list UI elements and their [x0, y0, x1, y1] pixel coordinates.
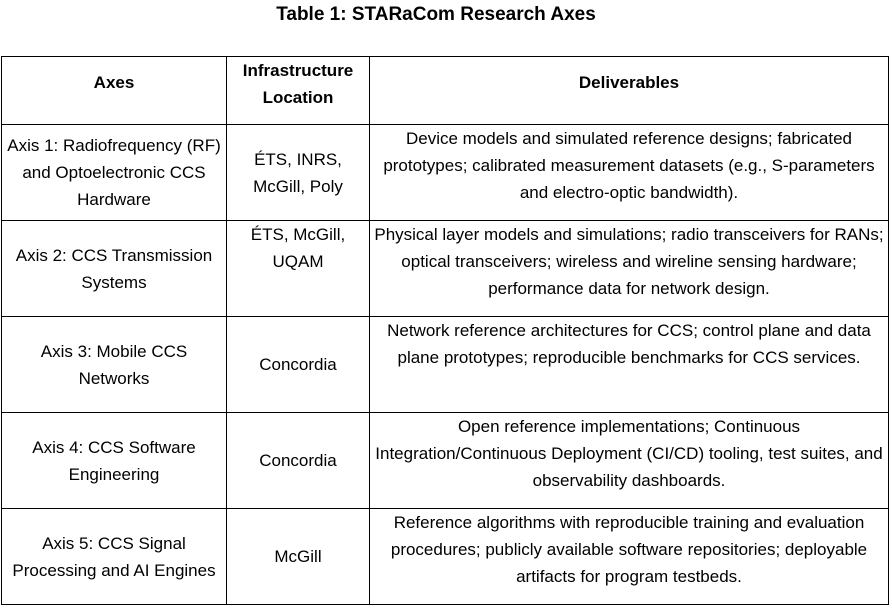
table-row: [2, 221, 889, 317]
table-row: [2, 413, 889, 509]
location-cell: ÉTS, INRS, McGill, Poly: [227, 125, 370, 221]
axis-cell: Axis 3: Mobile CCS Networks: [2, 317, 227, 413]
axis-cell: Axis 1: Radiofrequency (RF) and Optoelectronic CCS Hardware: [2, 125, 227, 221]
column-header-deliverables: [370, 57, 889, 125]
column-header-axes-label: Axes: [93, 73, 135, 92]
table-header: [2, 57, 889, 125]
header-row: [2, 57, 889, 125]
location-cell: McGill: [227, 509, 370, 605]
table-row: [2, 125, 889, 221]
deliverables-cell: Open reference implementations; Continuous Integration/Continuous Deployment (CI/CD) tooling, test suites, and observability dashboards.: [370, 413, 889, 509]
axis-cell: Axis 2: CCS Transmission Systems: [2, 221, 227, 317]
column-header-infrastructure-location-label: Infrastructure Location: [242, 61, 354, 107]
deliverables-cell: Device models and simulated reference designs; fabricated prototypes; calibrated measurement datasets (e.g., S-parameters and electro-optic bandwidth).: [370, 125, 889, 221]
axis-cell: Axis 5: CCS Signal Processing and AI Engines: [2, 509, 227, 605]
location-cell: ÉTS, McGill, UQAM: [227, 221, 370, 317]
deliverables-cell: Network reference architectures for CCS; control plane and data plane prototypes; reproducible benchmarks for CCS services.: [370, 317, 889, 413]
research-axes-table: [1, 56, 889, 605]
table-caption: Table 1: STARaCom Research Axes: [276, 4, 596, 25]
table-row: [2, 509, 889, 605]
location-cell: Concordia: [227, 317, 370, 413]
deliverables-cell: Reference algorithms with reproducible training and evaluation procedures; publicly available software repositories; deployable artifacts for program testbeds.: [370, 509, 889, 605]
location-cell: Concordia: [227, 413, 370, 509]
column-header-infrastructure-location: [227, 57, 370, 125]
deliverables-cell: Physical layer models and simulations; radio transceivers for RANs; optical transceivers; wireless and wireline sensing hardware; performance data for network design.: [370, 221, 889, 317]
table-body: [2, 125, 889, 605]
column-header-deliverables-label: Deliverables: [578, 73, 680, 92]
table-row: [2, 317, 889, 413]
column-header-axes: [2, 57, 227, 125]
axis-cell: Axis 4: CCS Software Engineering: [2, 413, 227, 509]
